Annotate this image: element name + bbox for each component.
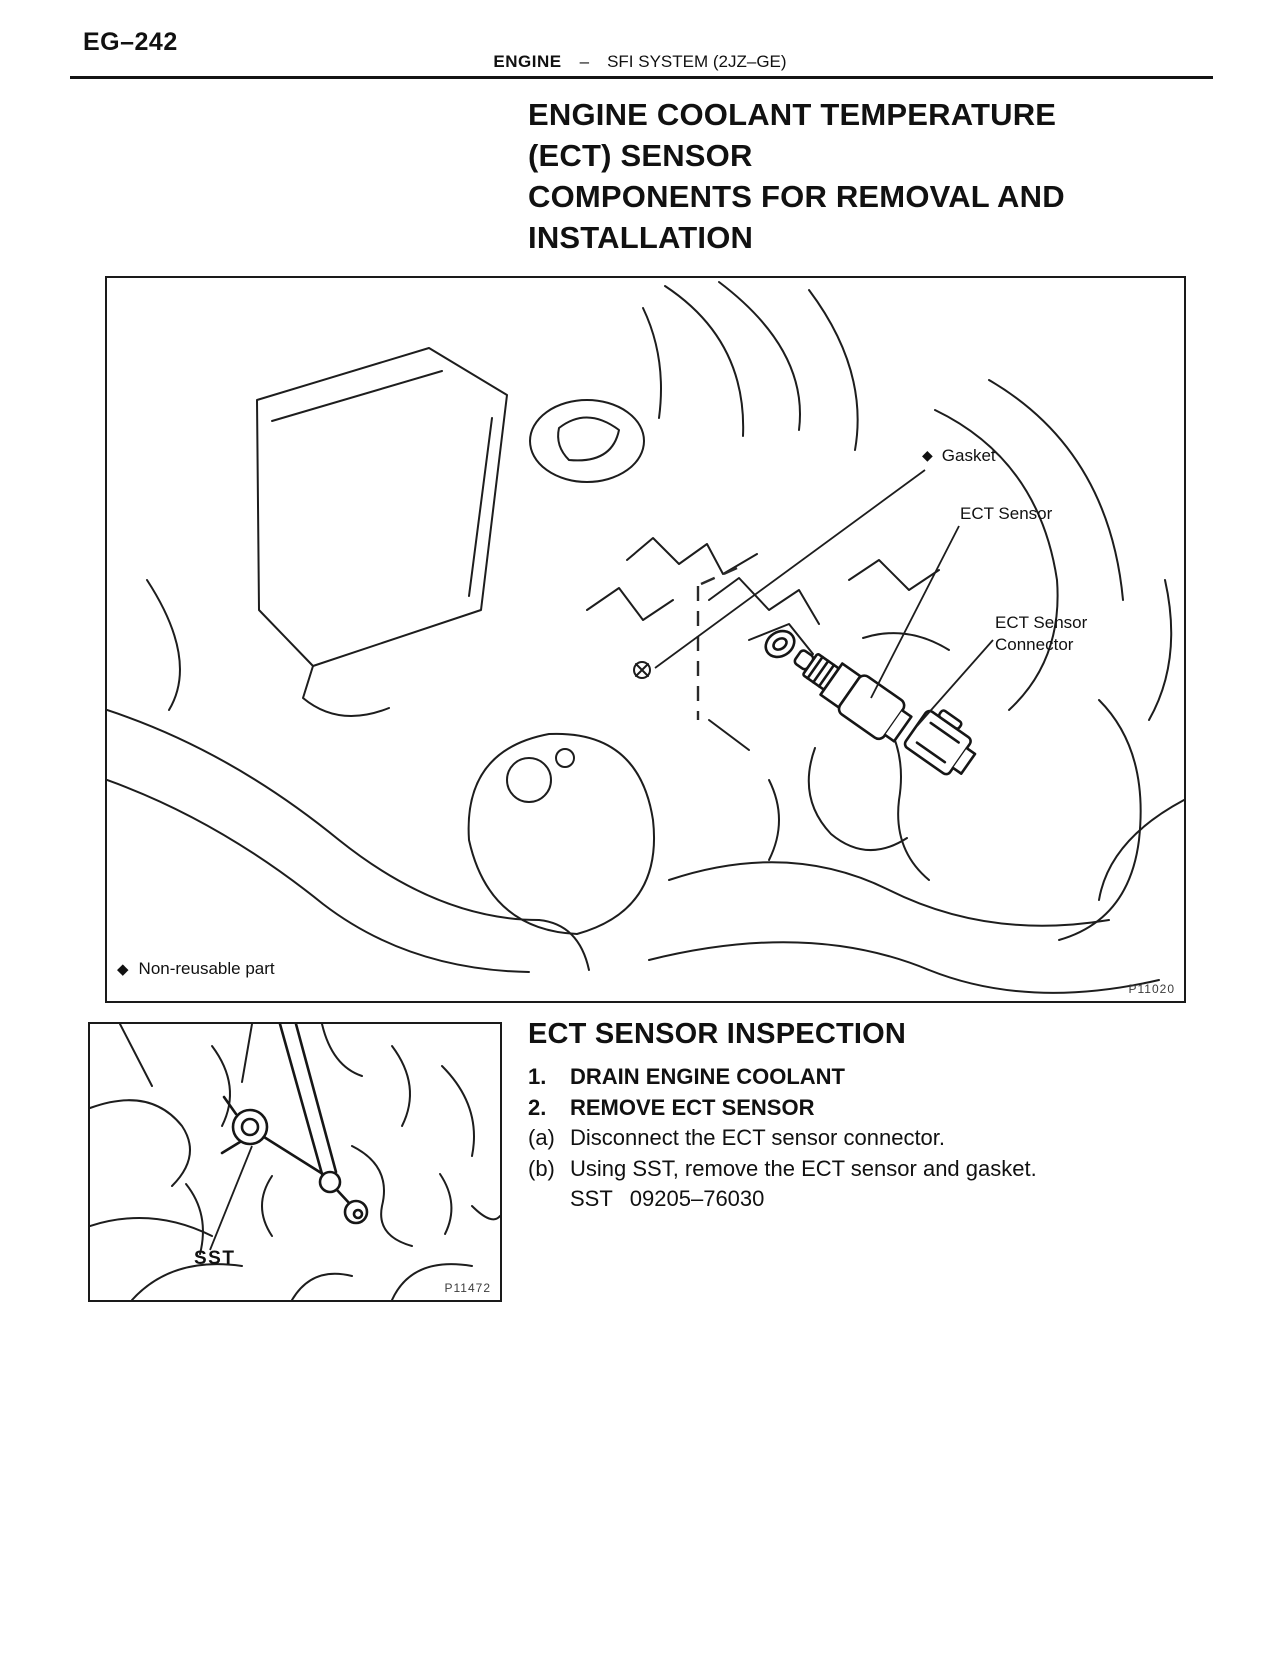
- title-line-2: (ECT) SENSOR: [528, 138, 753, 173]
- ect-sensor-connector-callout: [995, 612, 1087, 656]
- non-reusable-legend: [117, 959, 275, 979]
- step-1: [528, 1062, 1218, 1093]
- header-section: ENGINE: [493, 52, 562, 71]
- figure-code: P11020: [1128, 982, 1175, 996]
- page-title: [528, 94, 1065, 258]
- sst-label: SST: [570, 1186, 613, 1212]
- step-text: DRAIN ENGINE COOLANT: [570, 1064, 845, 1089]
- connector-label-line1: ECT Sensor: [995, 613, 1088, 632]
- header-rule: [70, 76, 1213, 79]
- title-line-1: ENGINE COOLANT TEMPERATURE: [528, 97, 1057, 132]
- diamond-icon: ◆: [922, 447, 933, 463]
- running-header: [0, 52, 1280, 72]
- title-line-3: COMPONENTS FOR REMOVAL AND: [528, 179, 1065, 214]
- legend-text: Non-reusable part: [138, 959, 275, 978]
- step-text: REMOVE ECT SENSOR: [570, 1094, 815, 1120]
- ect-sensor-callout: [960, 504, 1052, 524]
- sst-label: SST: [194, 1248, 236, 1269]
- ect-sensor-label: ECT Sensor: [960, 504, 1053, 523]
- title-line-4: INSTALLATION: [528, 220, 754, 255]
- substep-number: (a): [528, 1125, 555, 1151]
- components-figure: [105, 276, 1186, 1003]
- inspection-section: [528, 1018, 1218, 1215]
- step-number: 2.: [528, 1094, 547, 1120]
- header-subsection: SFI SYSTEM (2JZ–GE): [607, 52, 787, 71]
- substep-b: [528, 1154, 1218, 1185]
- gasket-label: Gasket: [941, 446, 996, 465]
- header-dash: –: [579, 52, 590, 71]
- gasket-callout: [922, 446, 996, 466]
- sst-figure: [88, 1022, 502, 1302]
- substep-a: [528, 1123, 1218, 1154]
- step-2: [528, 1093, 1218, 1124]
- page-number: EG–242: [83, 28, 178, 56]
- sst-part-number: 09205–76030: [629, 1186, 765, 1212]
- figure-code: P11472: [444, 1281, 491, 1295]
- sst-tool-number-line: [528, 1184, 1218, 1215]
- sst-diagram-drawing: [90, 1024, 500, 1300]
- step-number: 1.: [528, 1064, 547, 1089]
- substep-text: Using SST, remove the ECT sensor and gasket.: [570, 1155, 1037, 1181]
- substep-text: Disconnect the ECT sensor connector.: [570, 1125, 946, 1151]
- connector-label-line2: Connector: [995, 635, 1074, 654]
- diamond-icon: ◆: [117, 961, 129, 978]
- substep-number: (b): [528, 1155, 555, 1181]
- section-heading: ECT SENSOR INSPECTION: [528, 1018, 907, 1050]
